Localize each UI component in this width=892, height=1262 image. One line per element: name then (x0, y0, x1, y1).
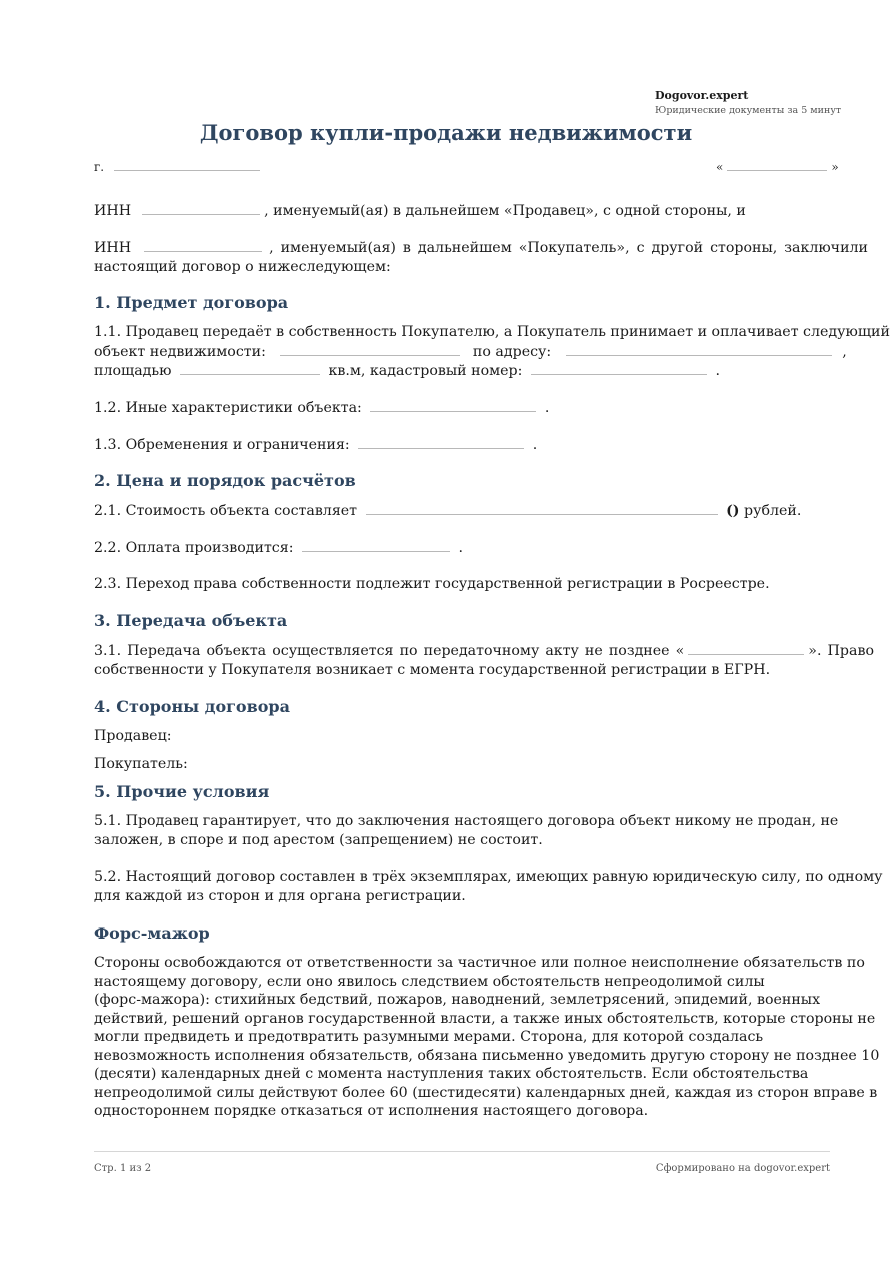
clause-1-1-line3 (94, 361, 720, 381)
address-comma: , (842, 344, 847, 360)
date-row (716, 157, 839, 174)
price-currency: рублей. (744, 503, 802, 519)
price-words-parens: () (726, 503, 740, 519)
buyer-inn-field[interactable] (144, 238, 262, 252)
clause-5-2-line2: для каждой из сторон и для органа регистрации. (94, 888, 466, 904)
cadastral-dot: . (715, 363, 720, 379)
clause-1-1-line2 (94, 342, 854, 362)
cadastral-field[interactable] (531, 361, 707, 375)
transfer-date-field[interactable] (688, 641, 804, 655)
force-line: могли предвидеть и предотвратить разумными мерами. Сторона, для которой создалась (94, 1029, 764, 1045)
force-line: непреодолимой силы действуют более 60 (шестидесяти) календарных дней, каждая из сторон вправе в (94, 1084, 878, 1101)
clause-1-3-dot: . (532, 437, 538, 453)
force-majeure-heading: Форс-мажор (94, 924, 210, 943)
buyer-inn-label: ИНН (94, 240, 132, 256)
payment-field[interactable] (302, 538, 450, 552)
clause-1-3-label: 1.3. Обременения и ограничения: (94, 437, 350, 453)
cadastral-label: кв.м, кадастровый номер: (328, 363, 523, 379)
brand-name: Dogovor.expert (655, 89, 749, 102)
force-line: одностороннем порядке отказаться от исполнения настоящего договора. (94, 1103, 649, 1119)
area-label: площадью (94, 363, 172, 379)
section-1-heading: 1. Предмет договора (94, 293, 289, 312)
clause-3-1-line2: собственности у Покупателя возникает с момента государственной регистрации в ЕГРН. (94, 661, 771, 678)
section-2-heading: 2. Цена и порядок расчётов (94, 471, 356, 490)
seller-intro-text: , именуемый(ая) в дальнейшем «Продавец», с одной стороны, и (264, 203, 746, 219)
force-line: (форс-мажора): стихийных бедствий, пожаров, наводнений, землетрясений, эпидемий, военных (94, 992, 821, 1008)
force-line: Стороны освобождаются от ответственности за частичное или полное неисполнение обязательств по (94, 955, 865, 971)
seller-inn-label: ИНН (94, 203, 132, 219)
section-4-heading: 4. Стороны договора (94, 697, 290, 716)
force-line: действий, решений органов государственной власти, а также иных обстоятельств, которые стороны не (94, 1010, 876, 1027)
clause-2-2 (94, 538, 463, 558)
force-line: невозможность исполнения обязательств, обязана письменно уведомить другую сторону не позднее 10 (94, 1047, 880, 1064)
party-buyer-label: Покупатель: (94, 756, 188, 772)
force-line: настоящему договору, если оно явилось следствием обстоятельств непреодолимой силы (94, 973, 765, 990)
document-title: Договор купли-продажи недвижимости (199, 120, 693, 145)
city-prefix: г. (94, 160, 105, 174)
clause-1-3 (94, 435, 537, 455)
force-line: (десяти) календарных дней с момента наступления таких обстоятельств. Если обстоятельства (94, 1066, 809, 1082)
payment-dot: . (458, 540, 464, 556)
transfer-text-end: ». Право (808, 643, 874, 659)
force-majeure-text (94, 954, 879, 1121)
seller-inn-field[interactable] (142, 201, 260, 215)
transfer-text: 3.1. Передача объекта осуществляется по передаточному акту не позднее « (94, 643, 685, 659)
brand-tagline: Юридические документы за 5 минут (655, 105, 842, 116)
seller-intro (94, 201, 746, 221)
encumbrances-field[interactable] (358, 435, 524, 449)
generated-by: Сформировано на dogovor.expert (655, 1163, 830, 1174)
price-field[interactable] (366, 501, 718, 515)
area-field[interactable] (180, 361, 320, 375)
payment-label: 2.2. Оплата производится: (94, 540, 294, 556)
address-field[interactable] (566, 342, 832, 356)
city-field[interactable] (114, 157, 260, 171)
section-5-heading: 5. Прочие условия (94, 782, 270, 801)
clause-2-3: 2.3. Переход права собственности подлежит государственной регистрации в Росреестре. (94, 576, 770, 592)
object-type-field[interactable] (280, 342, 460, 356)
date-quote-open: « (716, 160, 724, 174)
page-number: Стр. 1 из 2 (94, 1163, 152, 1174)
city-row (94, 157, 260, 174)
party-seller-label: Продавец: (94, 728, 172, 744)
characteristics-field[interactable] (370, 398, 536, 412)
section-3-heading: 3. Передача объекта (94, 611, 288, 630)
buyer-intro (94, 238, 868, 276)
address-label: по адресу: (472, 344, 552, 360)
clause-5-1-line1: 5.1. Продавец гарантирует, что до заключения настоящего договора объект никому не продан, не (94, 813, 839, 829)
clause-1-2-label: 1.2. Иные характеристики объекта: (94, 400, 362, 416)
clause-1-1-line1: 1.1. Продавец передаёт в собственность Покупателю, а Покупатель принимает и оплачивает следующий (94, 324, 890, 340)
clause-5-2-line1: 5.2. Настоящий договор составлен в трёх экземплярах, имеющих равную юридическую силу, по одному (94, 869, 883, 885)
clause-1-2 (94, 398, 549, 418)
clause-5-1-line2: заложен, в споре и под арестом (запрещением) не состоит. (94, 832, 543, 848)
footer-divider (94, 1151, 830, 1152)
buyer-intro-text: , именуемый(ая) в дальнейшем «Покупатель», с другой стороны, заключили (269, 240, 868, 256)
clause-1-2-dot: . (544, 400, 550, 416)
date-quote-close: » (831, 160, 839, 174)
price-label: 2.1. Стоимость объекта составляет (94, 503, 358, 519)
clause-2-1 (94, 501, 801, 521)
object-label: объект недвижимости: (94, 344, 266, 360)
clause-3-1 (94, 641, 874, 679)
buyer-intro-line2: настоящий договор о нижеследующем: (94, 258, 391, 275)
date-field[interactable] (727, 157, 827, 171)
